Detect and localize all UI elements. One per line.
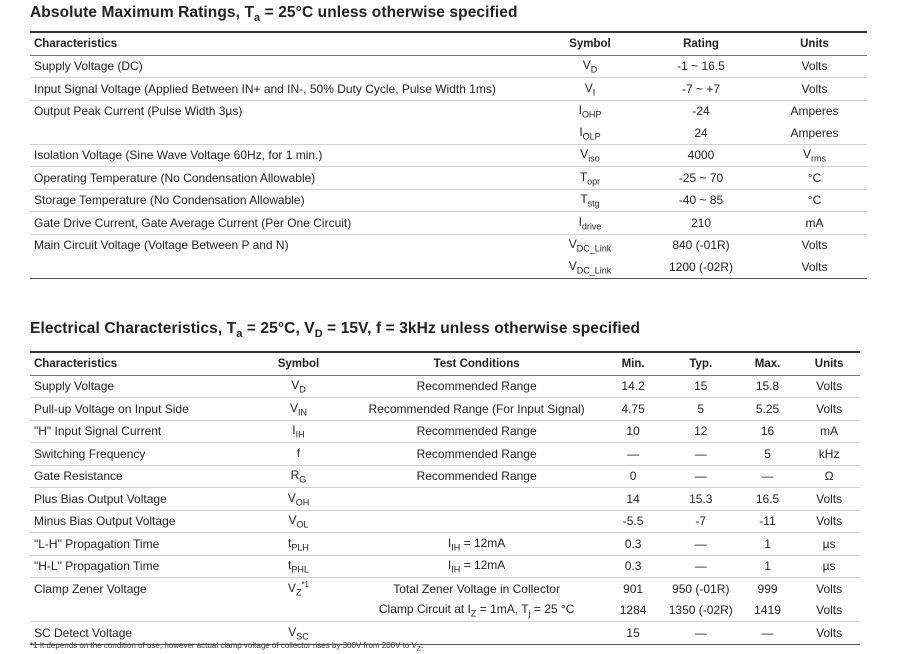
- cell-characteristic: "L-H" Propagation Time: [34, 536, 160, 551]
- cell-min: 4.75: [621, 401, 645, 416]
- cell-units: Volts: [816, 603, 843, 618]
- amr-title: Absolute Maximum Ratings, $T_a = 25^\circ C$ unless otherwise specified: [30, 4, 518, 25]
- cell-min: 14.2: [621, 379, 645, 394]
- table-row: [30, 144, 867, 167]
- cell-characteristic: Storage Temperature (No Condensation Allowable): [34, 193, 305, 208]
- cell-units: Amperes: [790, 104, 839, 119]
- cell-rating: 210: [690, 215, 712, 230]
- cell-test-conditions: Recommended Range: [416, 424, 537, 439]
- cell-characteristic: Gate Resistance: [34, 469, 123, 484]
- cell-rating: 4000: [687, 148, 715, 163]
- cell-characteristic: Operating Temperature (No Condensation Allowable): [34, 170, 316, 185]
- header-max: Max.: [754, 357, 781, 370]
- header-characteristics: Characteristics: [34, 357, 118, 370]
- cell-max: 16.5: [755, 491, 780, 506]
- cell-symbol: $V_Z^{*1}$: [287, 580, 309, 598]
- cell-symbol: $V_{SC}$: [288, 624, 309, 641]
- cell-symbol: $I_{IH}$: [292, 423, 305, 440]
- cell-test-conditions: Recommended Range (For Input Signal): [368, 401, 585, 416]
- absolute-maximum-ratings-table: [30, 31, 867, 279]
- table-row: [30, 465, 860, 488]
- cell-max: 5: [764, 446, 771, 461]
- table-row: [30, 189, 867, 212]
- cell-symbol: f: [296, 445, 301, 460]
- cell-test-conditions: [352, 510, 602, 533]
- table-row: [30, 488, 860, 511]
- cell-characteristic: Output Peak Current (Pulse Width 3µs): [34, 104, 243, 119]
- cell-max: 15.8: [755, 379, 780, 394]
- cell-max: —: [761, 469, 774, 484]
- header-test-conditions: Test Conditions: [433, 357, 520, 370]
- header-units: Units: [800, 37, 829, 50]
- cell-units: Volts: [801, 259, 828, 274]
- cell-symbol: $I_{drive}$: [578, 214, 602, 231]
- table-row: [30, 167, 867, 190]
- cell-symbol: $V_D$: [291, 378, 306, 395]
- cell-max: 1419: [754, 603, 781, 618]
- cell-test-conditions: $I_{IH} = 12mA$: [447, 558, 506, 575]
- cell-test-conditions: [352, 488, 602, 511]
- cell-max: 1: [764, 536, 771, 551]
- cell-units: Volts: [816, 379, 843, 394]
- cell-units: Amperes: [790, 125, 839, 140]
- cell-rating: -24: [692, 104, 710, 119]
- cell-max: -11: [759, 514, 776, 529]
- cell-typ: 12: [694, 424, 708, 439]
- cell-symbol: $T_{opr}$: [579, 169, 601, 186]
- electrical-characteristics-table: [30, 351, 860, 645]
- cell-max: 5.25: [755, 401, 780, 416]
- cell-rating: 24: [694, 125, 708, 140]
- cell-symbol: $V_{DC\_Link}$: [568, 258, 612, 275]
- cell-min: 10: [626, 424, 640, 439]
- table-row: [30, 443, 860, 466]
- cell-max: 16: [760, 424, 775, 439]
- cell-symbol: $V_{OH}$: [287, 490, 310, 507]
- cell-test-conditions: Clamp Circuit at $I_Z = 1mA$, $T_j = 25$ °C: [378, 602, 575, 619]
- cell-min: 14: [626, 491, 640, 506]
- cell-characteristic: [30, 122, 540, 144]
- table-row: [30, 122, 867, 144]
- cell-units: $V_{rms}$: [802, 147, 826, 164]
- cell-units: Ω: [824, 469, 834, 484]
- cell-characteristic: SC Detect Voltage: [34, 625, 133, 640]
- cell-symbol: $t_{PLH}$: [288, 535, 309, 552]
- cell-typ: —: [694, 625, 707, 640]
- cell-rating: 840 (-01R): [672, 238, 730, 253]
- cell-units: °C: [807, 170, 822, 185]
- footnote: *1 It depends on the condition of use, however actual clamp voltage of collector rises by 300V from 200V to $V_Z$.: [30, 641, 424, 653]
- cell-symbol: $I_{OLP}$: [579, 124, 601, 141]
- table-header: [30, 32, 867, 55]
- cell-min: 0.3: [624, 559, 642, 574]
- cell-max: —: [761, 625, 774, 640]
- table-row: [30, 100, 867, 122]
- table-row: [30, 510, 860, 533]
- cell-symbol: $V_I$: [584, 80, 596, 97]
- cell-units: Volts: [816, 514, 843, 529]
- cell-rating: -1 ~ 16.5: [677, 59, 725, 74]
- header-typ: Typ.: [689, 357, 713, 370]
- cell-units: Volts: [801, 81, 828, 96]
- cell-symbol: $V_{IN}$: [289, 400, 307, 417]
- cell-characteristic: "H-L" Propagation Time: [34, 559, 160, 574]
- cell-units: kHz: [818, 446, 840, 461]
- header-min: Min.: [621, 357, 645, 370]
- cell-rating: -25 ~ 70: [678, 170, 724, 185]
- cell-characteristic: "H" Input Signal Current: [34, 424, 162, 439]
- cell-symbol: $V_{iso}$: [580, 147, 600, 164]
- cell-symbol: $t_{PHL}$: [288, 558, 309, 575]
- cell-typ: 15.3: [689, 491, 713, 506]
- cell-min: 15: [626, 625, 640, 640]
- cell-symbol: $V_D$: [582, 58, 598, 75]
- cell-units: Volts: [816, 491, 843, 506]
- cell-min: 901: [623, 581, 644, 596]
- cell-symbol: [245, 600, 352, 622]
- cell-characteristic: Main Circuit Voltage (Voltage Between P and N): [34, 238, 289, 253]
- cell-units: µs: [822, 559, 836, 574]
- cell-rating: 1200 (-02R): [668, 259, 734, 274]
- cell-units: °C: [807, 193, 822, 208]
- cell-symbol: $I_{OHP}$: [578, 103, 602, 120]
- cell-typ: —: [694, 559, 707, 574]
- cell-test-conditions: Recommended Range: [416, 469, 537, 484]
- cell-min: 0: [629, 469, 637, 484]
- cell-characteristic: Input Signal Voltage (Applied Between IN+ and IN-, 50% Duty Cycle, Pulse Width 1ms): [34, 81, 496, 96]
- cell-min: -5.5: [622, 514, 644, 529]
- cell-characteristic: Plus Bias Output Voltage: [34, 491, 167, 506]
- table-row: [30, 578, 860, 600]
- cell-rating: -40 ~ 85: [678, 193, 724, 208]
- cell-characteristic: Switching Frequency: [34, 446, 146, 461]
- cell-symbol: $R_G$: [290, 468, 307, 485]
- cell-min: —: [627, 446, 640, 461]
- cell-typ: —: [694, 469, 707, 484]
- table-row: [30, 555, 860, 578]
- cell-symbol: $V_{OL}$: [288, 513, 309, 530]
- table-header: [30, 352, 860, 375]
- table-row: [30, 375, 860, 398]
- cell-units: mA: [820, 424, 839, 439]
- cell-characteristic: Clamp Zener Voltage: [34, 581, 147, 596]
- cell-typ: —: [694, 446, 707, 461]
- cell-typ: -7: [695, 514, 707, 529]
- header-characteristics: Characteristics: [34, 37, 118, 50]
- cell-symbol: $T_{stg}$: [580, 192, 600, 209]
- cell-symbol: $V_{DC\_Link}$: [568, 237, 612, 254]
- cell-units: Volts: [801, 59, 828, 74]
- cell-min: 0.3: [624, 536, 642, 551]
- cell-typ: —: [694, 536, 707, 551]
- table-row: [30, 420, 860, 443]
- table-row: [30, 212, 867, 235]
- cell-test-conditions: Recommended Range: [416, 446, 537, 461]
- cell-max: 999: [757, 581, 778, 596]
- cell-typ: 950 (-01R): [672, 581, 730, 596]
- cell-test-conditions: Recommended Range: [416, 379, 537, 394]
- cell-characteristic: Supply Voltage (DC): [34, 59, 143, 74]
- ec-title: Electrical Characteristics, $T_a = 25^\circ C$, $V_D = 15V$, f = 3kHz unless otherwise specified: [30, 320, 641, 341]
- cell-units: Volts: [816, 625, 843, 640]
- cell-units: Volts: [801, 238, 828, 253]
- table-row: [30, 78, 867, 101]
- cell-test-conditions: $I_{IH} = 12mA$: [447, 535, 506, 552]
- cell-characteristic: [30, 600, 245, 622]
- cell-characteristic: Supply Voltage: [34, 379, 115, 394]
- cell-units: Volts: [816, 581, 843, 596]
- cell-typ: 15: [694, 379, 708, 394]
- header-rating: Rating: [683, 37, 719, 50]
- table-row: [30, 55, 867, 78]
- table-row: [30, 398, 860, 421]
- table-row: [30, 256, 867, 278]
- cell-typ: 5: [697, 401, 705, 416]
- cell-characteristic: Minus Bias Output Voltage: [34, 514, 176, 529]
- cell-units: mA: [805, 215, 824, 230]
- cell-characteristic: Pull-up Voltage on Input Side: [34, 401, 189, 416]
- header-symbol: Symbol: [569, 37, 611, 50]
- table-row: [30, 533, 860, 556]
- cell-rating: -7 ~ +7: [681, 81, 721, 96]
- cell-max: 1: [764, 559, 771, 574]
- cell-characteristic: [30, 256, 540, 278]
- cell-units: µs: [822, 536, 836, 551]
- table-row: [30, 600, 860, 622]
- table-row: [30, 234, 867, 256]
- cell-test-conditions: Total Zener Voltage in Collector: [393, 581, 560, 596]
- cell-typ: 1350 (-02R): [668, 603, 733, 618]
- header-symbol: Symbol: [277, 357, 320, 370]
- cell-min: 1284: [619, 603, 647, 618]
- header-units: Units: [814, 357, 844, 370]
- cell-characteristic: Isolation Voltage (Sine Wave Voltage 60Hz, for 1 min.): [34, 148, 323, 163]
- cell-units: Volts: [816, 401, 843, 416]
- cell-characteristic: Gate Drive Current, Gate Average Current (Per One Circuit): [34, 215, 352, 230]
